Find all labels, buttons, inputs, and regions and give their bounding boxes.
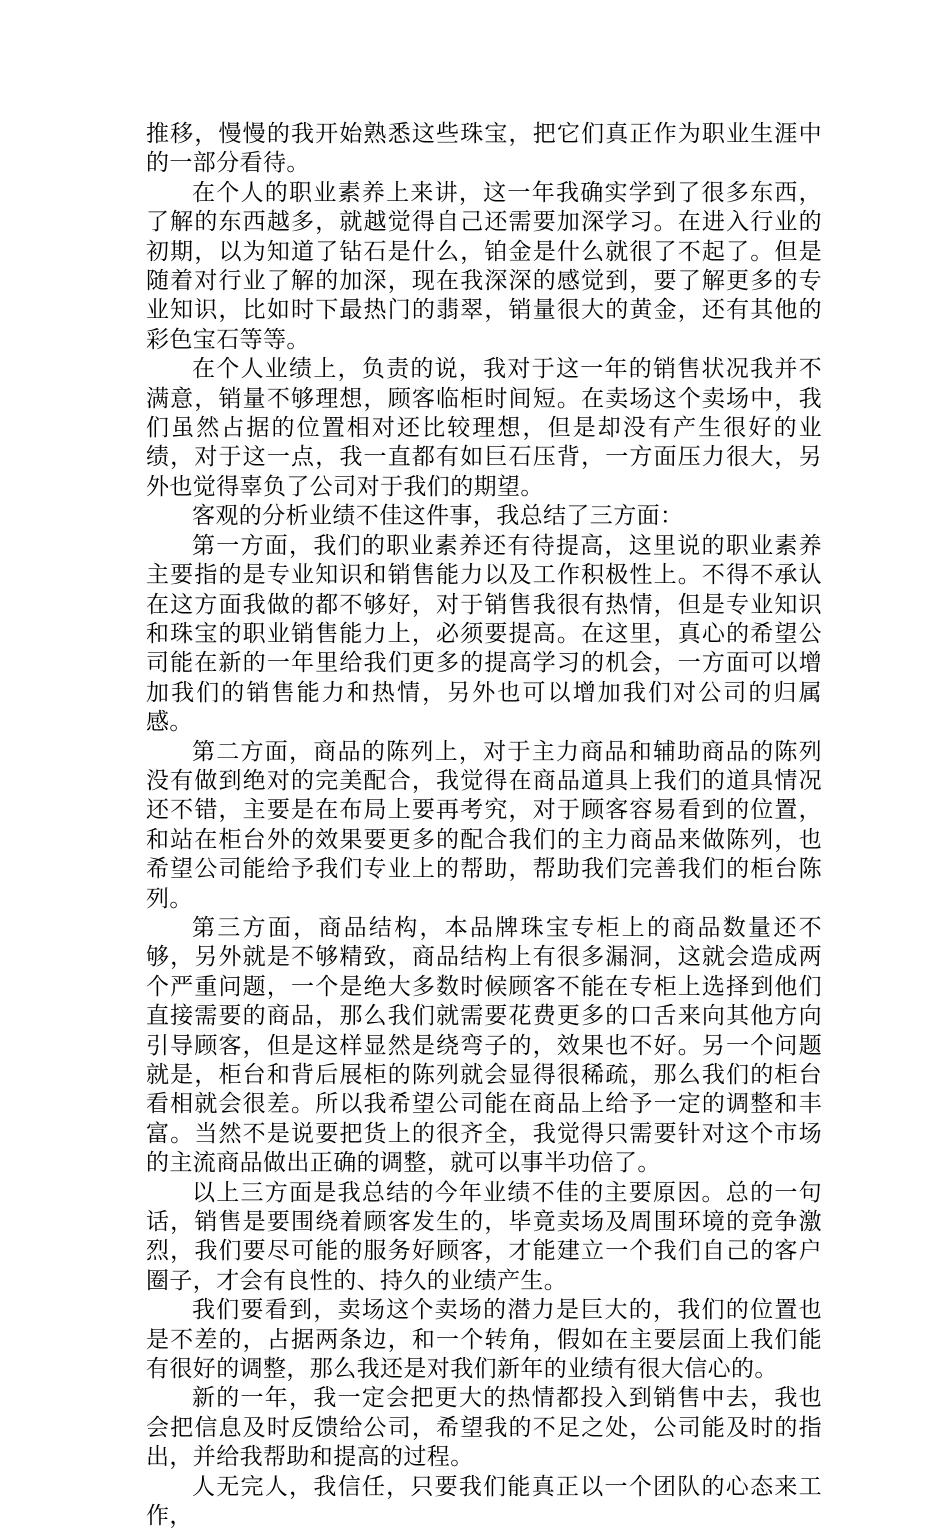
paragraph-first-aspect: 第一方面，我们的职业素养还有待提高，这里说的职业素养主要指的是专业知识和销售能力以及工作积极性上。不得不承认在这方面我做的都不够好，对于销售我很有热情，但是专业知识和珠宝的职业销售能力上，必须要提高。在这里，真心的希望公司能在新的一年里给我们更多的提高学习的机会，一方面可以增加我们的销售能力和热情，另外也可以增加我们对公司的归属感。 [146, 532, 822, 736]
paragraph-new-year: 新的一年，我一定会把更大的热情都投入到销售中去，我也会把信息及时反馈给公司，希望我的不足之处，公司能及时的指出，并给我帮助和提高的过程。 [146, 1385, 822, 1471]
paragraph-personal-performance: 在个人业绩上，负责的说，我对于这一年的销售状况我并不满意，销量不够理想，顾客临柜时间短。在卖场这个卖场中，我们虽然占据的位置相对还比较理想，但是却没有产生很好的业绩，对于这一点，我一直都有如巨石压背，一方面压力很大，另外也觉得辜负了公司对于我们的期望。 [146, 356, 822, 500]
paragraph-summary: 以上三方面是我总结的今年业绩不佳的主要原因。总的一句话，销售是要围绕着顾客发生的，毕竟卖场及周围环境的竞争激烈，我们要尽可能的服务好顾客，才能建立一个我们自己的客户圈子，才会有良性的、持久的业绩产生。 [146, 1179, 822, 1294]
paragraph-continuation: 推移，慢慢的我开始熟悉这些珠宝，把它们真正作为职业生涯中的一部分看待。 [146, 121, 822, 177]
paragraph-teamwork: 人无完人，我信任，只要我们能真正以一个团队的心态来工作， [146, 1473, 822, 1530]
document-page [146, 120, 822, 1532]
paragraph-third-aspect: 第三方面，商品结构，本品牌珠宝专柜上的商品数量还不够，另外就是不够精致，商品结构上有很多漏洞，这就会造成两个严重问题，一个是绝大多数时候顾客不能在专柜上选择到他们直接需要的商品，那么我们就需要花费更多的口舌来向其他方向引导顾客，但是这样显然是绕弯子的，效果也不好。另一个问题就是，柜台和背后展柜的陈列就会显得很稀疏，那么我们的柜台看相就会很差。所以我希望公司能在商品上给予一定的调整和丰富。当然不是说要把货上的很齐全，我觉得只需要针对这个市场的主流商品做出正确的调整，就可以事半功倍了。 [146, 914, 822, 1177]
paragraph-potential: 我们要看到，卖场这个卖场的潜力是巨大的，我们的位置也是不差的，占据两条边，和一个转角，假如在主要层面上我们能有很好的调整，那么我还是对我们新年的业绩有很大信心的。 [146, 1297, 822, 1383]
paragraph-professional-quality: 在个人的职业素养上来讲，这一年我确实学到了很多东西，了解的东西越多，就越觉得自己还需要加深学习。在进入行业的初期，以为知道了钻石是什么，铂金是什么就很了不起了。但是随着对行业了解的加深，现在我深深的感觉到，要了解更多的专业知识，比如时下最热门的翡翠，销量很大的黄金，还有其他的彩色宝石等等。 [146, 179, 822, 353]
paragraph-analysis-intro: 客观的分析业绩不佳这件事，我总结了三方面： [192, 503, 684, 530]
paragraph-second-aspect: 第二方面，商品的陈列上，对于主力商品和辅助商品的陈列没有做到绝对的完美配合，我觉得在商品道具上我们的道具情况还不错，主要是在布局上要再考究，对于顾客容易看到的位置，和站在柜台外的效果要更多的配合我们的主力商品来做陈列，也希望公司能给予我们专业上的帮助，帮助我们完善我们的柜台陈列。 [146, 738, 822, 912]
